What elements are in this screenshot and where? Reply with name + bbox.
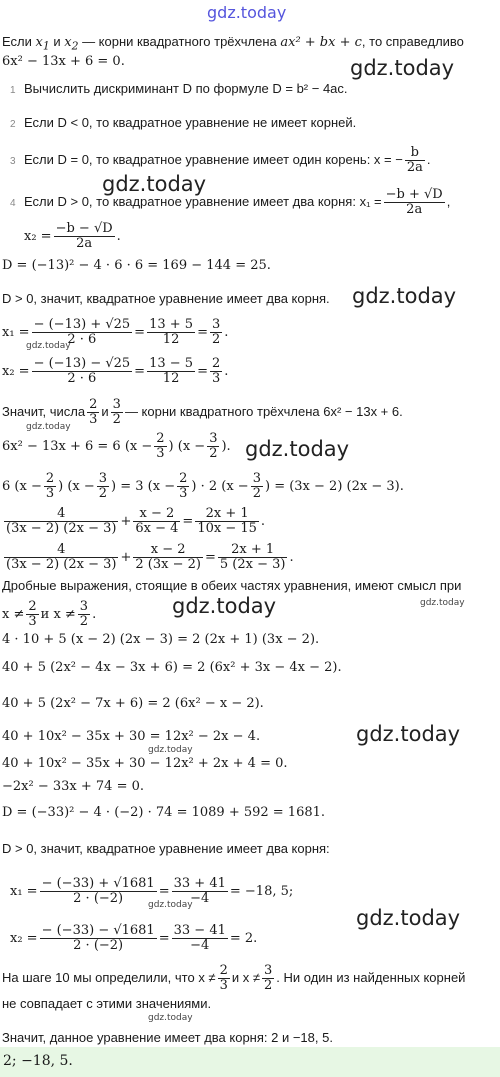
step-1: 1 Вычислить дискриминант D по формуле D = b² − 4ac.: [10, 81, 348, 96]
step-2: 2 Если D < 0, то квадратное уравнение не имеет корней.: [10, 115, 357, 130]
discriminant-positive-2: D > 0, значит, квадратное уравнение имеет два корня:: [2, 841, 330, 856]
watermark: gdz.today: [26, 341, 71, 351]
discriminant-1: D = (−13)² − 4 · 6 · 6 = 169 − 144 = 25.: [2, 258, 271, 273]
root-x2: x₂ = $\frac{- (-13) - √25}{2 \cdot 6}$ = $\frac{13 - 5}{12}$ = $\frac{2}{3}$ .: [2, 356, 229, 386]
discriminant-2: D = (−33)² − 4 · (−2) · 74 = 1089 + 592 = 1681.: [2, 805, 326, 820]
watermark: gdz.today: [245, 437, 350, 461]
watermark: gdz.today: [148, 900, 193, 910]
watermark: gdz.today: [352, 284, 457, 308]
watermark: gdz.today: [356, 906, 461, 930]
watermark: gdz.today: [26, 422, 71, 432]
step-line: 40 + 10x² − 35x + 30 = 12x² − 2x − 4.: [2, 729, 261, 744]
watermark: gdz.today: [148, 745, 193, 755]
watermark: gdz.today: [172, 594, 277, 618]
answer-box: [0, 1047, 500, 1077]
factorization-1: 6x² − 13x + 6 = 6 (x − $\frac{2}{3}$ ) (x − $\frac{3}{2}$ ).: [2, 431, 231, 461]
answer-text: 2; −18, 5.: [3, 1053, 73, 1069]
step-line: 4 · 10 + 5 (x − 2) (2x − 3) = 2 (2x + 1) (3x − 2).: [2, 632, 320, 647]
step-4-x2: x₂ = $\frac{-b - √D}{2a}$ .: [24, 221, 121, 251]
roots-statement: Значит, числа $\frac{2}{3}$ и $\frac{3}{2}$ — корни квадратного трёхчлена 6x² − 13x + 6.: [2, 397, 403, 427]
step-3: 3 Если D = 0, то квадратное уравнение имеет один корень: x = − $\frac{b}{2a}$ .: [10, 145, 431, 175]
root-x1: x₁ = $\frac{- (-13) + √25}{2 \cdot 6}$ = $\frac{13 + 5}{12}$ = $\frac{3}{2}$ .: [2, 317, 229, 347]
domain-text: Дробные выражения, стоящие в обеих частях уравнения, имеют смысл при: [2, 578, 462, 593]
conclusion: Значит, данное уравнение имеет два корня: 2 и −18, 5.: [2, 1030, 333, 1045]
watermark: gdz.today: [148, 1013, 193, 1023]
final-root-x2: x₂ = $\frac{- (-33) - √1681}{2 \cdot (-2)}$ = $\frac{33 - 41}{-4}$ = 2.: [10, 923, 258, 953]
step-line: 40 + 5 (2x² − 7x + 6) = 2 (6x² − x − 2).: [2, 696, 264, 711]
watermark: gdz.today: [420, 598, 465, 608]
watermark: gdz.today: [102, 172, 207, 196]
domain-condition: x ≠ $\frac{2}{3}$ и x ≠ $\frac{3}{2}$ .: [2, 599, 97, 629]
factorization-2: 6 (x − $\frac{2}{3}$ ) (x − $\frac{3}{2}$ ) = 3 (x − $\frac{2}{3}$ ) · 2 (x − $\frac{3}{2}$ ) = (3x − 2) (2x − 3).: [2, 471, 404, 501]
watermark: gdz.today: [356, 722, 461, 746]
check-statement: На шаге 10 мы определили, что x ≠ $\frac{2}{3}$ и x ≠ $\frac{3}{2}$ . Ни один из найденных корней: [2, 963, 466, 993]
step-line: −2x² − 33x + 74 = 0.: [2, 779, 144, 794]
watermark-top: gdz.today: [207, 3, 287, 22]
equation-original: $\frac{4}{(3x - 2) (2x - 3)}$ + $\frac{x - 2}{6x - 4}$ = $\frac{2x + 1}{10x - 15}$ .: [6, 506, 266, 536]
step-line: 40 + 10x² − 35x + 30 − 12x² + 2x + 4 = 0.: [2, 756, 288, 771]
step-4: 4 Если D > 0, то квадратное уравнение имеет два корня: x₁ = $\frac{-b + √D}{2a}$ ,: [10, 187, 451, 217]
watermark: gdz.today: [350, 56, 455, 80]
final-root-x1: x₁ = $\frac{- (-33) + √1681}{2 \cdot (-2)}$ = $\frac{33 + 41}{-4}$ = −18, 5;: [10, 876, 294, 906]
step-line: 40 + 5 (2x² − 4x − 3x + 6) = 2 (6x² + 3x − 4x − 2).: [2, 660, 342, 675]
intro-line: Если $x_1$ и $x_2$ — корни квадратного трёхчлена ax² + bx + c, то справедливо: [2, 34, 464, 53]
intro-equation: 6x² − 13x + 6 = 0.: [2, 54, 125, 69]
discriminant-positive-1: D > 0, значит, квадратное уравнение имеет два корня.: [2, 291, 330, 306]
check-statement-2: не совпадает с этими значениями.: [2, 996, 212, 1011]
equation-factored: $\frac{4}{(3x - 2) (2x - 3)}$ + $\frac{x - 2}{2 (3x - 2)}$ = $\frac{2x + 1}{5 (2x - 3)}$ .: [6, 542, 294, 572]
